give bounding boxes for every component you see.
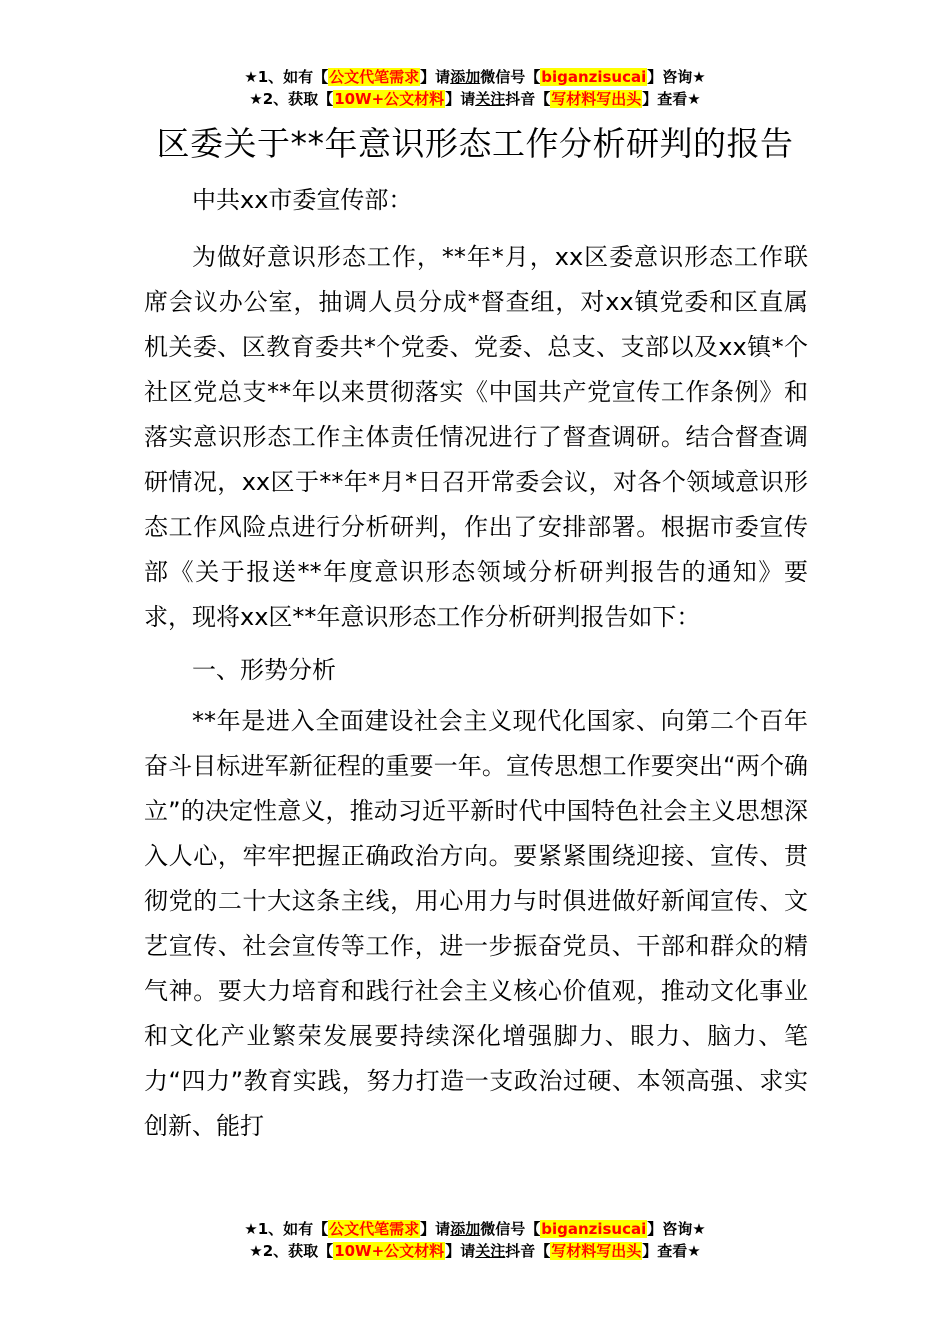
banner-text: 】请	[445, 1242, 476, 1260]
highlight-materials: 10W+公文材料	[334, 90, 445, 108]
banner-underlined-text: 添加	[450, 1220, 481, 1238]
banner-text: 】请	[445, 90, 476, 108]
banner-line-2	[0, 88, 950, 110]
banner-text: 】请	[420, 68, 451, 86]
document-body	[144, 178, 808, 1149]
banner-text: 抖音【	[505, 90, 551, 108]
banner-text: 】咨询★	[647, 68, 706, 86]
banner-text: ★1、如有【	[244, 68, 329, 86]
highlight-service: 公文代笔需求	[329, 1220, 420, 1238]
banner-underlined-text: 添加	[450, 68, 481, 86]
banner-text: ★2、获取【	[249, 1242, 334, 1260]
highlight-wechat-id: biganzisucai	[541, 1220, 647, 1238]
paragraph-intro: 为做好意识形态工作，**年*月，xx区委意识形态工作联席会议办公室，抽调人员分成*督查组，对xx镇党委和区直属机关委、区教育委共*个党委、党委、总支、支部以及xx镇*个社区党总支**年以来贯彻落实《中国共产党宣传工作条例》和落实意识形态工作主体责任情况进行了督查调研。结合督查调研情况，xx区于**年*月*日召开常委会议，对各个领域意识形态工作风险点进行分析研判，作出了安排部署。根据市委宣传部《关于报送**年度意识形态领域分析研判报告的通知》要求，现将xx区**年意识形态工作分析研判报告如下：	[144, 243, 808, 631]
banner-text: ★1、如有【	[244, 1220, 329, 1238]
highlight-douyin: 写材料写出头	[551, 1242, 642, 1260]
paragraph-situation: **年是进入全面建设社会主义现代化国家、向第二个百年奋斗目标进军新征程的重要一年。宣传思想工作要突出“两个确立”的决定性意义，推动习近平新时代中国特色社会主义思想深入人心，牢牢把握正确政治方向。要紧紧围绕迎接、宣传、贯彻党的二十大这条主线，用心用力与时俱进做好新闻宣传、文艺宣传、社会宣传等工作，进一步振奋党员、干部和群众的精气神。要大力培育和践行社会主义核心价值观，推动文化事业和文化产业繁荣发展要持续深化增强脚力、眼力、脑力、笔力“四力”教育实践，努力打造一支政治过硬、本领高强、求实创新、能打	[144, 707, 808, 1140]
highlight-service: 公文代笔需求	[329, 68, 420, 86]
salutation: 中共xx市委宣传部：	[192, 186, 413, 214]
banner-underlined-text: 关注	[475, 1242, 506, 1260]
banner-text: 】查看★	[642, 90, 701, 108]
banner-text: 】咨询★	[647, 1220, 706, 1238]
banner-underlined-text: 关注	[475, 90, 506, 108]
banner-line-1	[0, 1218, 950, 1240]
bottom-banner	[0, 1218, 950, 1262]
highlight-materials: 10W+公文材料	[334, 1242, 445, 1260]
banner-line-1	[0, 66, 950, 88]
top-banner	[0, 66, 950, 110]
highlight-wechat-id: biganzisucai	[541, 68, 647, 86]
section-heading: 一、形势分析	[192, 656, 336, 684]
banner-text: 】请	[420, 1220, 451, 1238]
document-title: 区委关于**年意识形态工作分析研判的报告	[156, 124, 794, 163]
banner-text: ★2、获取【	[249, 90, 334, 108]
banner-line-2	[0, 1240, 950, 1262]
banner-text: 抖音【	[505, 1242, 551, 1260]
banner-text: 微信号【	[480, 68, 541, 86]
banner-text: 微信号【	[480, 1220, 541, 1238]
highlight-douyin: 写材料写出头	[551, 90, 642, 108]
banner-text: 】查看★	[642, 1242, 701, 1260]
